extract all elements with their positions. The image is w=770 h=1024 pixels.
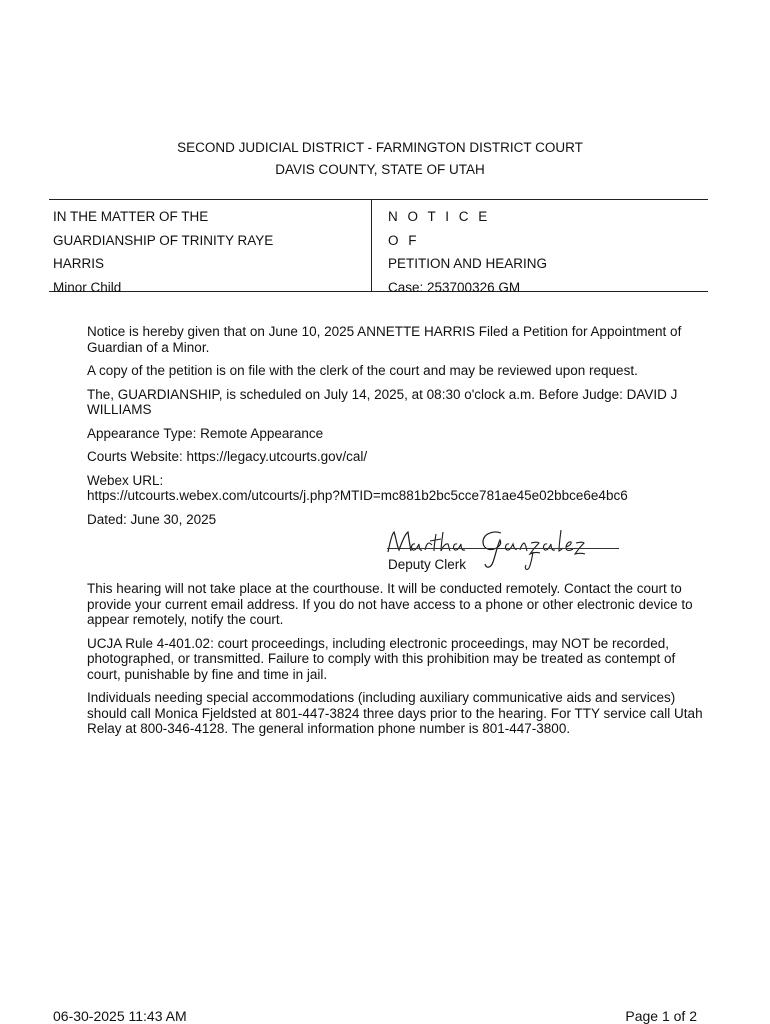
- caption-line: GUARDIANSHIP OF TRINITY RAYE: [53, 232, 274, 248]
- caption-top-rule: [49, 199, 708, 200]
- notice-title: N O T I C E: [388, 209, 491, 224]
- courts-website: Courts Website: https://legacy.utcourts.gov/cal/: [87, 449, 368, 464]
- caption-line: HARRIS: [53, 256, 105, 271]
- recording-rule-notice: UCJA Rule 4-401.02: court proceedings, including electronic proceedings, may NOT be recorded, photographed, or transmitted. Failure to comply with this prohibition may be treated as contempt of court, punishable by fine and time in jail.: [87, 635, 676, 682]
- caption-line: Minor Child: [53, 279, 122, 295]
- case-caption-parties: [53, 205, 273, 299]
- webex-label: Webex URL:: [87, 472, 164, 488]
- hearing-schedule-paragraph: The, GUARDIANSHIP, is scheduled on July 14, 2025, at 08:30 o'clock a.m. Before Judge: DAVID J WILLIAMS: [87, 386, 678, 417]
- webex-link: https://utcourts.webex.com/utcourts/j.php?MTID=mc881b2bc5cce781ae45e02bbce6e4bc6: [87, 488, 628, 503]
- notice-body: [87, 324, 705, 535]
- accommodations-notice: Individuals needing special accommodations (including auxiliary communicative aids and services) should call Monica Fjeldsted at 801-447-3824 three days prior to the hearing. For TTY service call Utah Relay at 800-346-4128. The general information phone number is 801-447-3800.: [87, 690, 703, 736]
- signer-title: Deputy Clerk: [388, 557, 467, 572]
- caption-line: IN THE MATTER OF THE: [53, 209, 209, 224]
- notice-of: O F: [388, 232, 420, 248]
- caption-divider: [371, 199, 372, 291]
- court-county: DAVIS COUNTY, STATE OF UTAH: [275, 162, 485, 177]
- case-caption-title: [388, 205, 547, 299]
- remote-hearing-notice: This hearing will not take place at the courthouse. It will be conducted remotely. Contact the court to provide your current email address. If you do not have access to a phone or other electronic device to appear remotely, notify the court.: [87, 581, 693, 627]
- appearance-type: Appearance Type: Remote Appearance: [87, 425, 324, 441]
- case-number: Case: 253700326 GM: [388, 279, 521, 295]
- signature-line: [387, 548, 619, 549]
- filing-paragraph: Notice is hereby given that on June 10, 2025 ANNETTE HARRIS Filed a Petition for Appointment of Guardian of a Minor.: [87, 324, 682, 355]
- court-header: [0, 137, 760, 181]
- hearing-notices: [87, 581, 705, 745]
- dated-line: Dated: June 30, 2025: [87, 511, 217, 527]
- court-name: SECOND JUDICIAL DISTRICT - FARMINGTON DISTRICT COURT: [177, 140, 583, 155]
- print-timestamp: 06-30-2025 11:43 AM: [53, 1008, 187, 1024]
- page-number: Page 1 of 2: [625, 1008, 697, 1024]
- webex-url: [87, 473, 705, 504]
- petition-copy-paragraph: A copy of the petition is on file with the clerk of the court and may be reviewed upon request.: [87, 363, 638, 378]
- notice-subject: PETITION AND HEARING: [388, 256, 548, 271]
